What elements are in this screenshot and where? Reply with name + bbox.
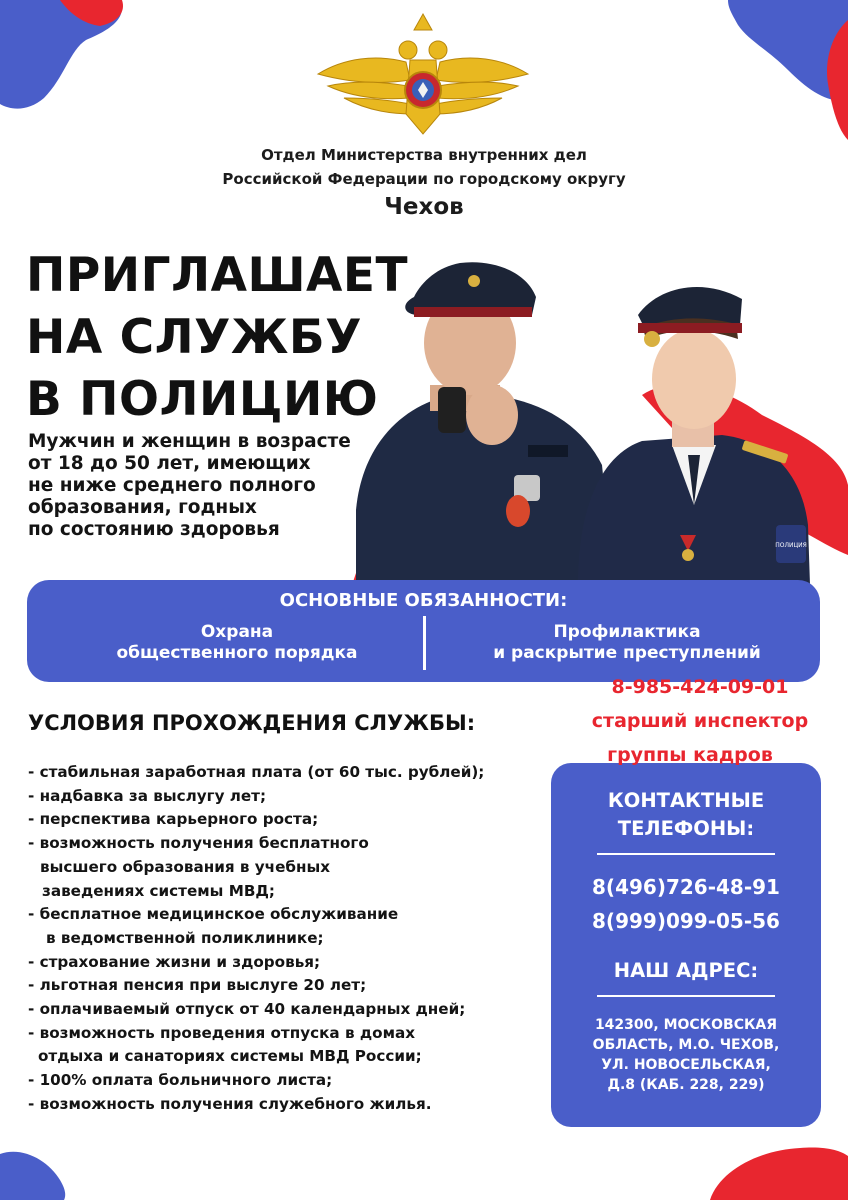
eligibility-line: не ниже среднего полного: [28, 475, 316, 496]
eligibility-text: [28, 431, 351, 541]
duty-line: и раскрытие преступлений: [493, 643, 761, 663]
list-item: заведениях системы МВД;: [42, 881, 275, 900]
conditions-title: УСЛОВИЯ ПРОХОЖДЕНИЯ СЛУЖБЫ:: [28, 711, 476, 735]
police-badge-text: ПОЛИЦИЯ: [775, 542, 807, 549]
duty-line: Охрана: [200, 622, 274, 642]
decor-blob-bottom-right: [700, 1140, 848, 1200]
list-item: - возможность получения служебного жилья.: [28, 1094, 432, 1113]
duty-crime-prevention: [457, 622, 797, 664]
list-item: в ведомственной поликлинике;: [46, 928, 324, 947]
list-item: - бесплатное медицинское обслуживание: [28, 905, 399, 924]
org-name-line2: Российской Федерации по городскому округу: [222, 170, 626, 188]
list-item: - 100% оплата больничного листа;: [28, 1071, 333, 1090]
decor-blob-top-left: [0, 0, 130, 115]
eligibility-line: образования, годных: [28, 497, 257, 518]
list-item: - стабильная заработная плата (от 60 тыс. рублей);: [28, 763, 485, 781]
address-text: [561, 1015, 811, 1095]
duty-public-order: [67, 622, 407, 664]
org-name-line1: Отдел Министерства внутренних дел: [261, 146, 587, 164]
mvd-emblem-icon: [314, 10, 532, 138]
headline-line2: НА СЛУЖБУ: [26, 310, 362, 365]
duties-panel: [27, 580, 820, 682]
contact-phone-1[interactable]: 8(496)726-48-91: [592, 875, 780, 899]
duty-line: Профилактика: [553, 622, 701, 642]
list-item: - перспектива карьерного роста;: [28, 810, 319, 829]
headline-line1: ПРИГЛАШАЕТ: [26, 248, 409, 303]
hr-phone-number[interactable]: 8-985-424-09-01: [611, 676, 789, 698]
conditions-list: [28, 761, 484, 1117]
contacts-panel: [551, 763, 821, 1127]
hr-role-line2: группы кадров: [607, 744, 773, 766]
list-item: - надбавка за выслугу лет;: [28, 786, 267, 805]
hr-role-line1: старший инспектор: [591, 710, 809, 732]
address-title: НАШ АДРЕС:: [613, 959, 759, 982]
list-item: - возможность получения бесплатного: [28, 834, 369, 853]
duties-title: ОСНОВНЫЕ ОБЯЗАННОСТИ:: [279, 590, 568, 611]
address-divider: [597, 995, 775, 997]
contacts-title-line1: КОНТАКТНЫЕ: [607, 789, 765, 812]
address-line: Д.8 (КАБ. 228, 229): [607, 1077, 765, 1093]
duties-divider: [423, 616, 426, 670]
decor-blob-top-right: [728, 0, 848, 145]
list-item: отдыха и санаториях системы МВД России;: [38, 1047, 422, 1066]
eligibility-line: от 18 до 50 лет, имеющих: [28, 453, 311, 474]
list-item: высшего образования в учебных: [40, 857, 331, 876]
list-item: - страхование жизни и здоровья;: [28, 952, 321, 971]
address-line: 142300, МОСКОВСКАЯ: [594, 1017, 778, 1033]
list-item: - оплачиваемый отпуск от 40 календарных дней;: [28, 1000, 466, 1019]
eligibility-line: Мужчин и женщин в возрасте: [28, 431, 351, 452]
contacts-divider: [597, 853, 775, 855]
contact-phone-2[interactable]: 8(999)099-05-56: [592, 909, 780, 933]
city-name: Чехов: [384, 194, 464, 220]
contacts-title-line2: ТЕЛЕФОНЫ:: [617, 817, 755, 840]
eligibility-line: по состоянию здоровья: [28, 519, 280, 540]
list-item: - возможность проведения отпуска в домах: [28, 1023, 416, 1042]
contacts-title: [551, 787, 821, 843]
police-officers-photo: [342, 255, 848, 585]
duty-line: общественного порядка: [116, 643, 358, 663]
address-line: ОБЛАСТЬ, М.О. ЧЕХОВ,: [592, 1037, 780, 1053]
address-line: УЛ. НОВОСЕЛЬСКАЯ,: [601, 1057, 771, 1073]
decor-blob-bottom-left: [0, 1146, 70, 1200]
list-item: - льготная пенсия при выслуге 20 лет;: [28, 976, 367, 995]
headline-line3: В ПОЛИЦИЮ: [26, 372, 379, 427]
